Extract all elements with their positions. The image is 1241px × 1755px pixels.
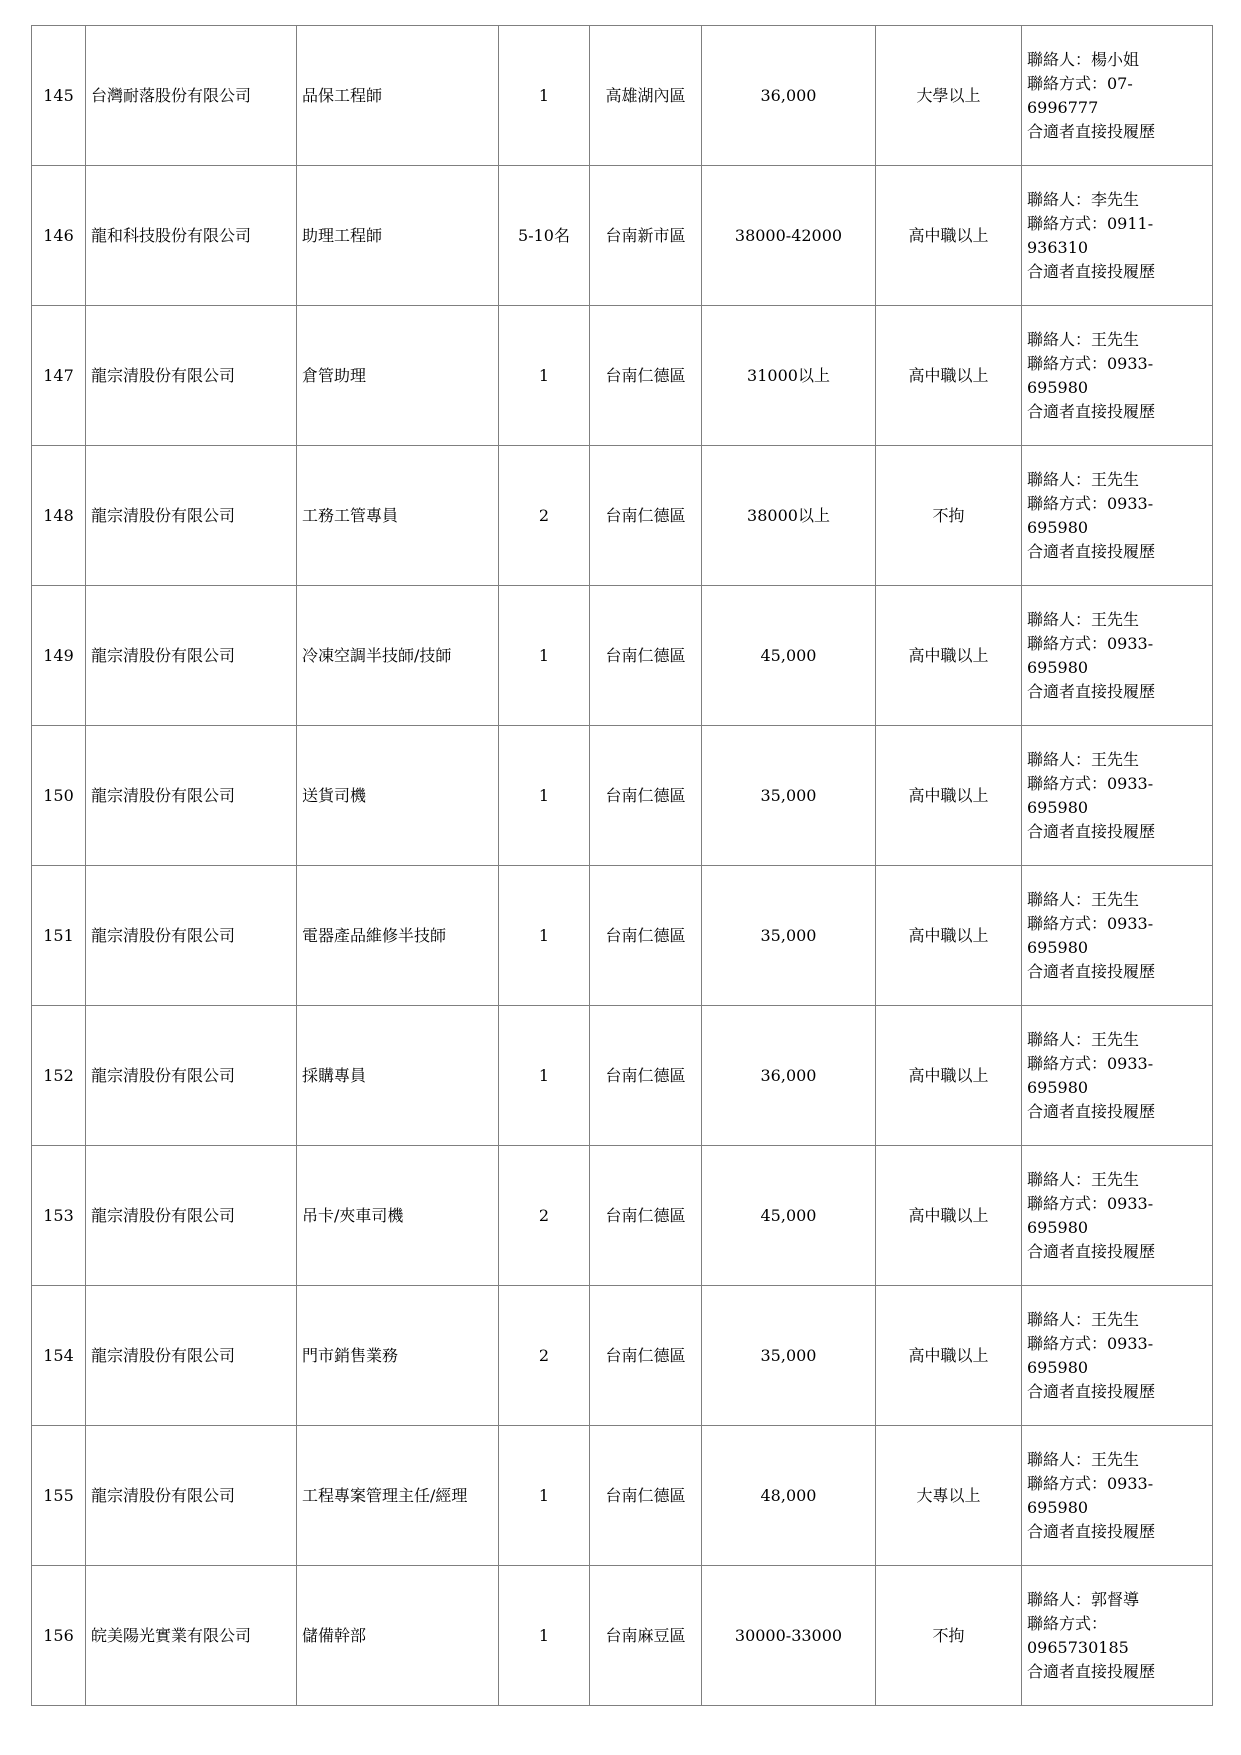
- headcount: 1: [499, 726, 590, 866]
- job-title: 送貨司機: [297, 726, 499, 866]
- contact-line: 合適者直接投履歷: [1027, 261, 1156, 281]
- row-number: 152: [32, 1006, 86, 1146]
- contact-line: 聯絡人：王先生: [1027, 749, 1140, 769]
- education-requirement: 高中職以上: [876, 1146, 1022, 1286]
- salary: 36,000: [702, 26, 876, 166]
- company-name: 龍和科技股份有限公司: [86, 166, 297, 306]
- contact-line: 聯絡人：王先生: [1027, 1309, 1140, 1329]
- row-number: 148: [32, 446, 86, 586]
- contact-line: 936310: [1027, 237, 1089, 257]
- company-name: 台灣耐落股份有限公司: [86, 26, 297, 166]
- contact-line: 695980: [1027, 1077, 1089, 1097]
- education-requirement: 大專以上: [876, 1426, 1022, 1566]
- contact-line: 聯絡方式：: [1027, 1613, 1108, 1633]
- salary: 45,000: [702, 586, 876, 726]
- contact-line: 合適者直接投履歷: [1027, 1521, 1156, 1541]
- headcount: 2: [499, 446, 590, 586]
- contact-line: 聯絡人：王先生: [1027, 889, 1140, 909]
- contact-line: 695980: [1027, 1217, 1089, 1237]
- education-requirement: 高中職以上: [876, 166, 1022, 306]
- table-row: [32, 1286, 1213, 1426]
- contact-line: 聯絡人：郭督導: [1027, 1589, 1140, 1609]
- table-row: [32, 586, 1213, 726]
- contact-line: 合適者直接投履歷: [1027, 401, 1156, 421]
- contact-line: 聯絡人：楊小姐: [1027, 49, 1140, 69]
- contact-line: 695980: [1027, 797, 1089, 817]
- job-title: 倉管助理: [297, 306, 499, 446]
- contact-info: [1022, 26, 1213, 166]
- contact-line: 695980: [1027, 1497, 1089, 1517]
- headcount: 1: [499, 1426, 590, 1566]
- education-requirement: 不拘: [876, 446, 1022, 586]
- job-title: 儲備幹部: [297, 1566, 499, 1706]
- contact-line: 聯絡方式：0933-: [1027, 913, 1154, 933]
- table-row: [32, 1426, 1213, 1566]
- contact-line: 聯絡人：王先生: [1027, 609, 1140, 629]
- work-area: 台南仁德區: [590, 1006, 702, 1146]
- row-number: 146: [32, 166, 86, 306]
- contact-line: 695980: [1027, 377, 1089, 397]
- table-row: [32, 1146, 1213, 1286]
- contact-info: [1022, 446, 1213, 586]
- company-name: 龍宗清股份有限公司: [86, 726, 297, 866]
- company-name: 龍宗清股份有限公司: [86, 1006, 297, 1146]
- headcount: 1: [499, 26, 590, 166]
- contact-line: 聯絡方式：0933-: [1027, 1053, 1154, 1073]
- company-name: 龍宗清股份有限公司: [86, 866, 297, 1006]
- work-area: 台南仁德區: [590, 726, 702, 866]
- table-row: [32, 26, 1213, 166]
- table-row: [32, 1566, 1213, 1706]
- table-row: [32, 726, 1213, 866]
- education-requirement: 大學以上: [876, 26, 1022, 166]
- contact-line: 聯絡方式：0933-: [1027, 353, 1154, 373]
- work-area: 台南仁德區: [590, 1426, 702, 1566]
- contact-info: [1022, 166, 1213, 306]
- contact-line: 6996777: [1027, 97, 1099, 117]
- job-title: 助理工程師: [297, 166, 499, 306]
- headcount: 2: [499, 1146, 590, 1286]
- job-title: 品保工程師: [297, 26, 499, 166]
- salary: 38000以上: [702, 446, 876, 586]
- company-name: 龍宗清股份有限公司: [86, 1146, 297, 1286]
- salary: 38000-42000: [702, 166, 876, 306]
- job-title: 門市銷售業務: [297, 1286, 499, 1426]
- education-requirement: 高中職以上: [876, 726, 1022, 866]
- contact-info: [1022, 306, 1213, 446]
- salary: 35,000: [702, 866, 876, 1006]
- row-number: 150: [32, 726, 86, 866]
- contact-line: 合適者直接投履歷: [1027, 1661, 1156, 1681]
- job-title: 工程專案管理主任/經理: [297, 1426, 499, 1566]
- row-number: 151: [32, 866, 86, 1006]
- salary: 35,000: [702, 1286, 876, 1426]
- contact-line: 聯絡人：王先生: [1027, 1169, 1140, 1189]
- job-title: 吊卡/夾車司機: [297, 1146, 499, 1286]
- row-number: 147: [32, 306, 86, 446]
- contact-line: 聯絡方式：0911-: [1027, 213, 1154, 233]
- work-area: 台南新市區: [590, 166, 702, 306]
- headcount: 1: [499, 866, 590, 1006]
- contact-line: 合適者直接投履歷: [1027, 1381, 1156, 1401]
- row-number: 149: [32, 586, 86, 726]
- row-number: 156: [32, 1566, 86, 1706]
- contact-line: 聯絡方式：0933-: [1027, 1193, 1154, 1213]
- job-listing-table: [31, 25, 1213, 1706]
- salary: 30000-33000: [702, 1566, 876, 1706]
- contact-line: 695980: [1027, 657, 1089, 677]
- education-requirement: 高中職以上: [876, 586, 1022, 726]
- contact-line: 聯絡人：王先生: [1027, 1449, 1140, 1469]
- company-name: 龍宗清股份有限公司: [86, 1426, 297, 1566]
- job-title: 冷凍空調半技師/技師: [297, 586, 499, 726]
- company-name: 龍宗清股份有限公司: [86, 586, 297, 726]
- headcount: 2: [499, 1286, 590, 1426]
- company-name: 龍宗清股份有限公司: [86, 446, 297, 586]
- salary: 48,000: [702, 1426, 876, 1566]
- education-requirement: 高中職以上: [876, 1006, 1022, 1146]
- company-name: 龍宗清股份有限公司: [86, 1286, 297, 1426]
- table-row: [32, 306, 1213, 446]
- contact-line: 合適者直接投履歷: [1027, 681, 1156, 701]
- contact-info: [1022, 1566, 1213, 1706]
- headcount: 1: [499, 586, 590, 726]
- table-row: [32, 446, 1213, 586]
- education-requirement: 高中職以上: [876, 306, 1022, 446]
- contact-line: 0965730185: [1027, 1637, 1129, 1657]
- table-row: [32, 166, 1213, 306]
- contact-info: [1022, 1146, 1213, 1286]
- contact-line: 聯絡方式：0933-: [1027, 633, 1154, 653]
- contact-line: 聯絡人：王先生: [1027, 329, 1140, 349]
- work-area: 台南仁德區: [590, 1146, 702, 1286]
- job-title: 工務工管專員: [297, 446, 499, 586]
- contact-line: 合適者直接投履歷: [1027, 541, 1156, 561]
- job-title: 電器產品維修半技師: [297, 866, 499, 1006]
- work-area: 台南仁德區: [590, 1286, 702, 1426]
- contact-line: 695980: [1027, 1357, 1089, 1377]
- work-area: 高雄湖內區: [590, 26, 702, 166]
- contact-line: 聯絡方式：07-: [1027, 73, 1133, 93]
- contact-line: 聯絡方式：0933-: [1027, 1333, 1154, 1353]
- work-area: 台南仁德區: [590, 306, 702, 446]
- contact-info: [1022, 866, 1213, 1006]
- row-number: 153: [32, 1146, 86, 1286]
- row-number: 145: [32, 26, 86, 166]
- salary: 45,000: [702, 1146, 876, 1286]
- contact-info: [1022, 1286, 1213, 1426]
- contact-line: 聯絡人：王先生: [1027, 1029, 1140, 1049]
- work-area: 台南仁德區: [590, 586, 702, 726]
- contact-line: 聯絡方式：0933-: [1027, 773, 1154, 793]
- company-name: 皖美陽光實業有限公司: [86, 1566, 297, 1706]
- table-row: [32, 866, 1213, 1006]
- contact-line: 合適者直接投履歷: [1027, 121, 1156, 141]
- company-name: 龍宗清股份有限公司: [86, 306, 297, 446]
- headcount: 5-10名: [499, 166, 590, 306]
- contact-line: 聯絡人：李先生: [1027, 189, 1140, 209]
- contact-line: 聯絡方式：0933-: [1027, 493, 1154, 513]
- table-row: [32, 1006, 1213, 1146]
- education-requirement: 高中職以上: [876, 1286, 1022, 1426]
- contact-line: 合適者直接投履歷: [1027, 821, 1156, 841]
- education-requirement: 不拘: [876, 1566, 1022, 1706]
- work-area: 台南仁德區: [590, 446, 702, 586]
- salary: 36,000: [702, 1006, 876, 1146]
- contact-line: 聯絡方式：0933-: [1027, 1473, 1154, 1493]
- job-rows: [32, 26, 1213, 1706]
- contact-info: [1022, 1426, 1213, 1566]
- contact-info: [1022, 726, 1213, 866]
- salary: 31000以上: [702, 306, 876, 446]
- contact-line: 合適者直接投履歷: [1027, 1241, 1156, 1261]
- contact-info: [1022, 586, 1213, 726]
- work-area: 台南麻豆區: [590, 1566, 702, 1706]
- salary: 35,000: [702, 726, 876, 866]
- contact-line: 聯絡人：王先生: [1027, 469, 1140, 489]
- headcount: 1: [499, 306, 590, 446]
- row-number: 155: [32, 1426, 86, 1566]
- job-title: 採購專員: [297, 1006, 499, 1146]
- work-area: 台南仁德區: [590, 866, 702, 1006]
- contact-line: 合適者直接投履歷: [1027, 961, 1156, 981]
- headcount: 1: [499, 1566, 590, 1706]
- contact-line: 合適者直接投履歷: [1027, 1101, 1156, 1121]
- headcount: 1: [499, 1006, 590, 1146]
- contact-info: [1022, 1006, 1213, 1146]
- contact-line: 695980: [1027, 937, 1089, 957]
- contact-line: 695980: [1027, 517, 1089, 537]
- row-number: 154: [32, 1286, 86, 1426]
- education-requirement: 高中職以上: [876, 866, 1022, 1006]
